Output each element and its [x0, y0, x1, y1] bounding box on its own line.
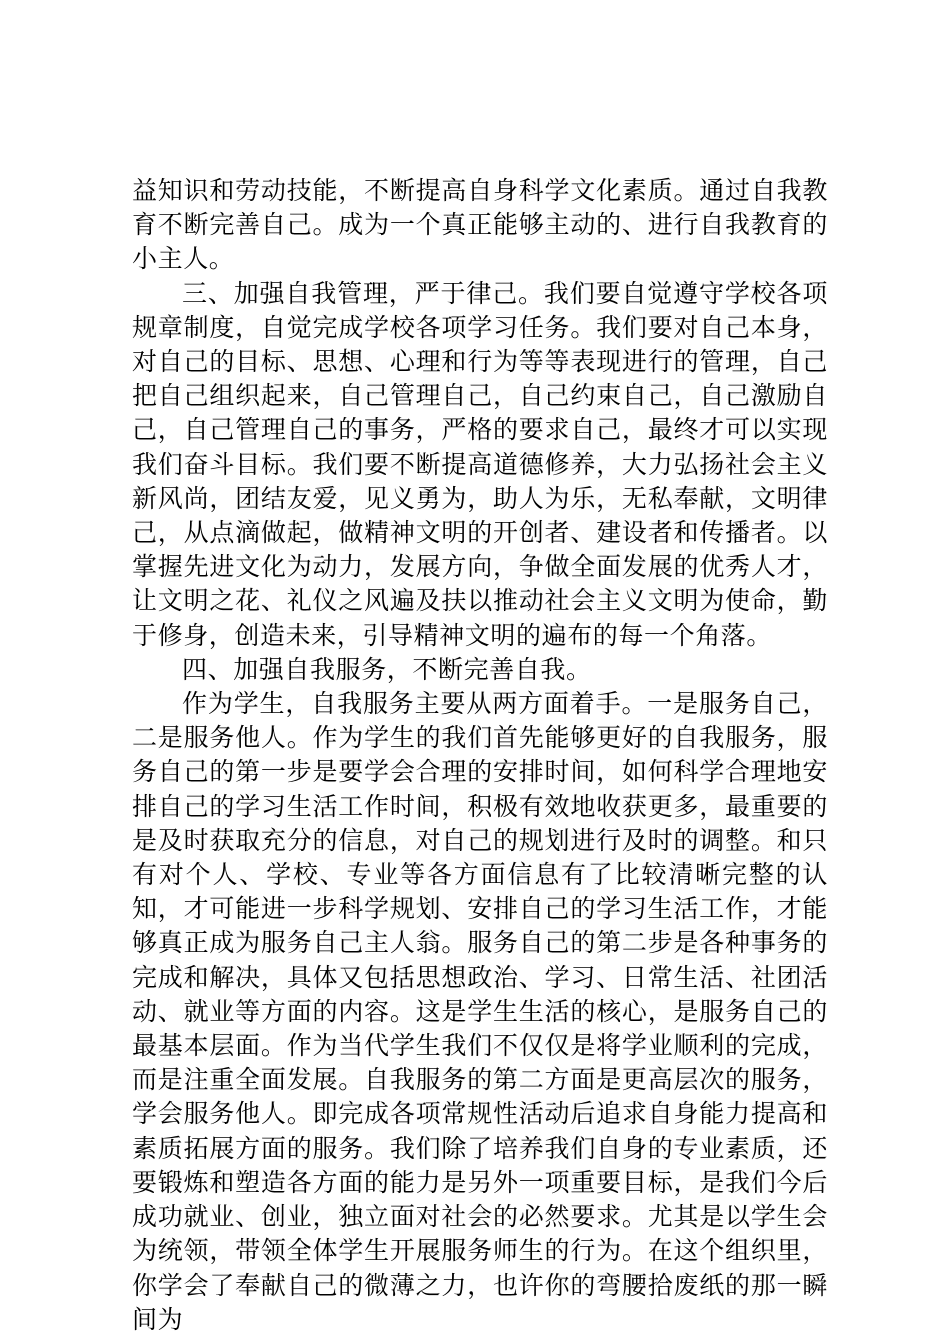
paragraph-4: 作为学生，自我服务主要从两方面着手。一是服务自己，二是服务他人。作为学生的我们首先能够更好的自我服务，服务自己的第一步是要学会合理的安排时间，如何科学合理地安排自己的学习生活工作时间，积极有效地收获更多，最重要的是及时获取充分的信息，对自己的规划进行及时的调整。和只有对个人、学校、专业等各方面信息有了比较清晰完整的认知，才可能进一步科学规划、安排自己的学习生活工作，才能够真正成为服务自己主人翁。服务自己的第二步是各种事务的完成和解决，具体又包括思想政治、学习、日常生活、社团活动、就业等方面的内容。这是学生生活的核心，是服务自己的最基本层面。作为当代学生我们不仅仅是将学业顺利的完成，而是注重全面发展。自我服务的第二方面是更高层次的服务，学会服务他人。即完成各项常规性活动后追求自身能力提高和素质拓展方面的服务。我们除了培养我们自身的专业素质，还要锻炼和塑造各方面的能力是另外一项重要目标，是我们今后成功就业、创业，独立面对社会的必然要求。尤其是以学生会为统领，带领全体学生开展服务师生的行为。在这个组织里，你学会了奉献自己的微薄之力，也许你的弯腰拾废纸的那一瞬间为	[132, 689, 828, 1334]
paragraph-2: 三、加强自我管理，严于律己。我们要自觉遵守学校各项规章制度，自觉完成学校各项学习任务。我们要对自己本身，对自己的目标、思想、心理和行为等等表现进行的管理，自己把自己组织起来，自己管理自己，自己约束自己，自己激励自己，自己管理自己的事务，严格的要求自己，最终才可以实现我们奋斗目标。我们要不断提高道德修养，大力弘扬社会主义新风尚，团结友爱，见义勇为，助人为乐，无私奉献，文明律己，从点滴做起，做精神文明的开创者、建设者和传播者。以掌握先进文化为动力，发展方向，争做全面发展的优秀人才，让文明之花、礼仪之风遍及扶以推动社会主义文明为使命，勤于修身，创造未来，引导精神文明的遍布的每一个角落。	[132, 278, 828, 650]
paragraph-1: 益知识和劳动技能，不断提高自身科学文化素质。通过自我教育不断完善自己。成为一个真正能够主动的、进行自我教育的小主人。	[132, 176, 828, 274]
paragraph-3: 四、加强自我服务，不断完善自我。	[182, 654, 592, 684]
document-body	[132, 174, 828, 1337]
